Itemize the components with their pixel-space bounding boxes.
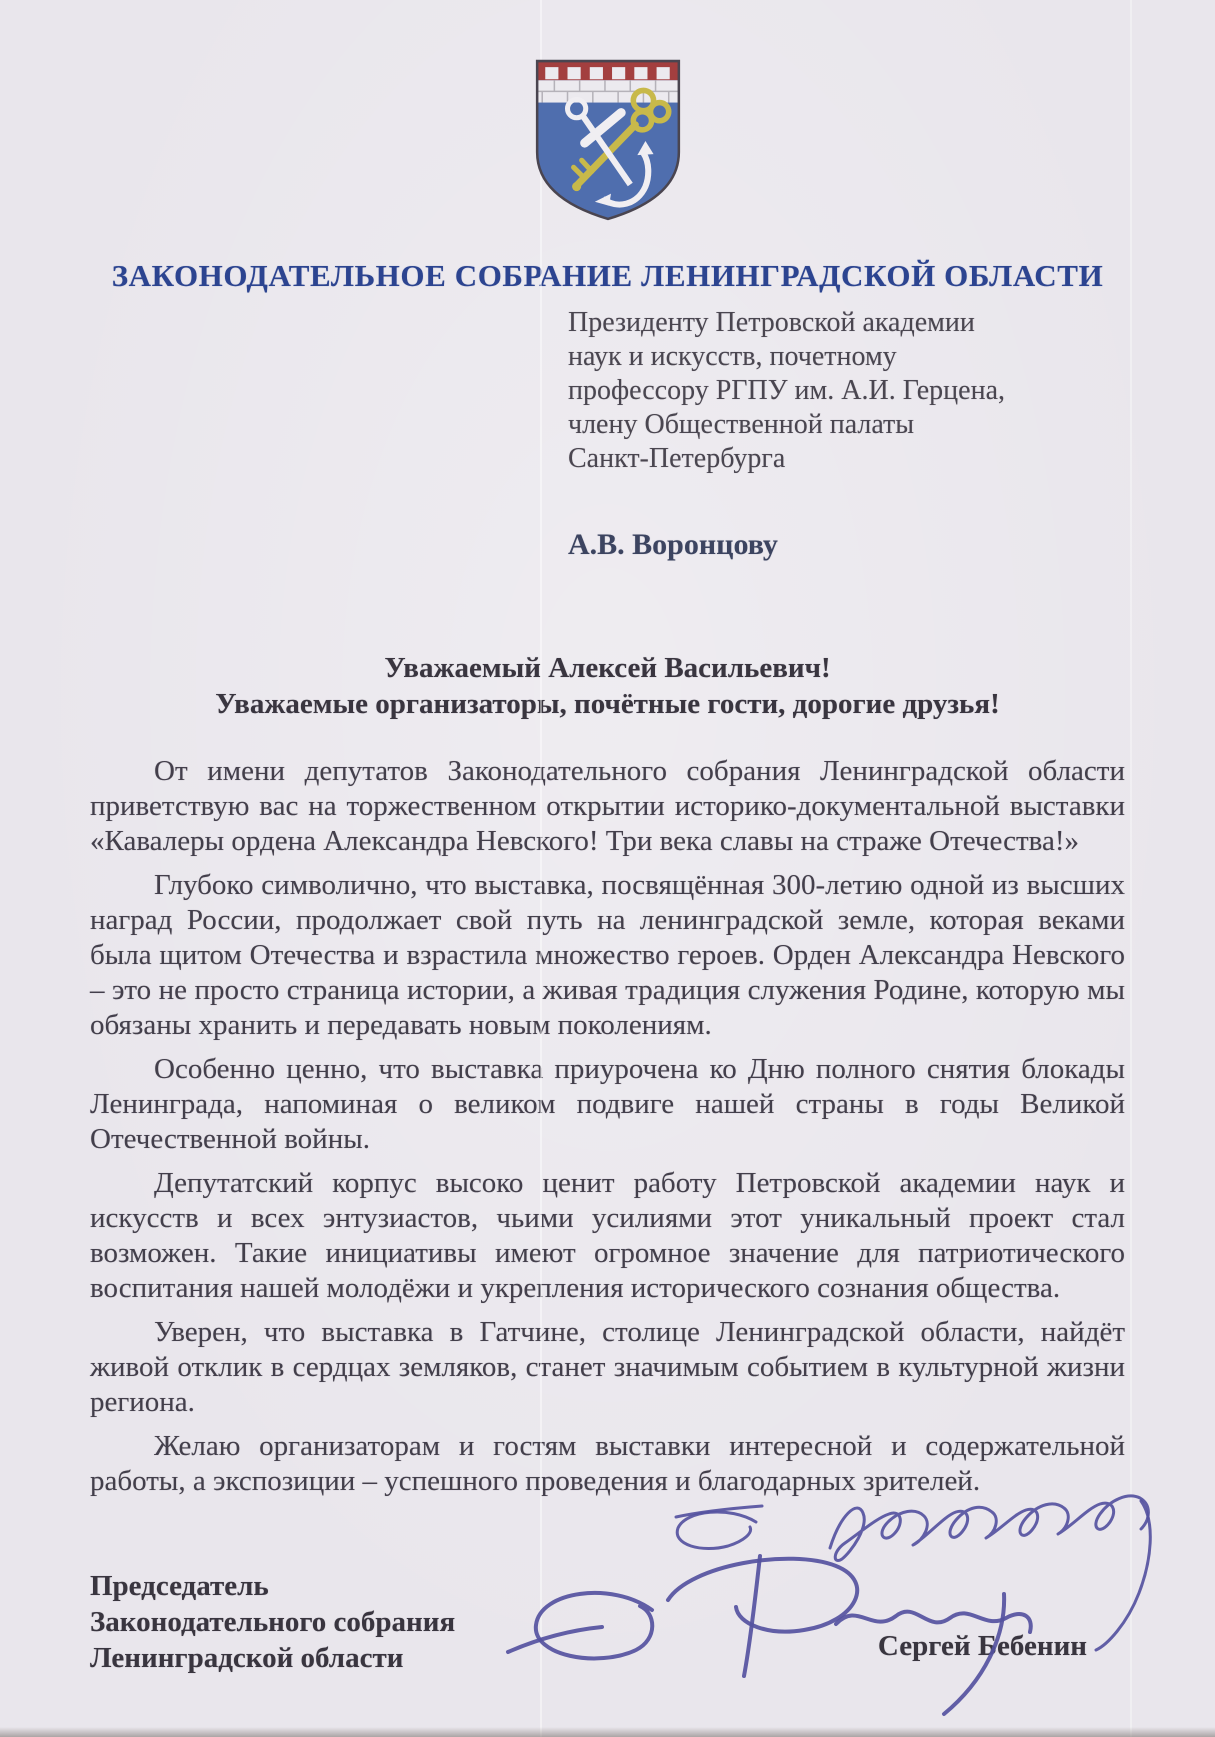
recipient-line: профессору РГПУ им. А.И. Герцена, <box>568 375 1005 406</box>
salutation-line: Уважаемые организаторы, почётные гости, дорогие друзья! <box>215 688 1000 720</box>
paragraph: Уверен, что выставка в Гатчине, столице Ленинградской области, найдёт живой отклик в сердцах земляков, станет значимым событием в культурной жизни региона. <box>90 1316 1125 1418</box>
paragraph: От имени депутатов Законодательного собрания Ленинградской области приветствую вас на торжественном открытии историко-документальной выставки «Кавалеры ордена Александра Невского! Три века славы на страже Отечества!» <box>90 755 1125 857</box>
signer-position-block <box>90 1568 455 1676</box>
letter-body <box>90 754 1125 1499</box>
recipient-line: Санкт-Петербурга <box>568 443 786 474</box>
recipient-line: Президенту Петровской академии <box>568 307 975 338</box>
recipient-line: наук и искусств, почетному <box>568 341 897 372</box>
salutation-block <box>0 650 1215 722</box>
paragraph: Желаю организаторам и гостям выставки интересной и содержательной работы, а экспозиции – успешного проведения и благодарных зрителей. <box>90 1430 1125 1497</box>
org-title: ЗАКОНОДАТЕЛЬНОЕ СОБРАНИЕ ЛЕНИНГРАДСКОЙ ОБЛАСТИ <box>111 258 1104 293</box>
leningrad-oblast-coat-of-arms-icon <box>532 56 684 224</box>
scan-artifact-line <box>540 0 542 1737</box>
recipient-line: члену Общественной палаты <box>568 409 915 440</box>
scan-edge-shadow <box>0 1727 1215 1737</box>
recipient-block <box>568 306 1088 476</box>
signer-name: Сергей Бебенин <box>877 1630 1087 1662</box>
addressee-name: А.В. Воронцову <box>568 528 778 561</box>
scan-artifact-line <box>1130 0 1132 1737</box>
signer-position-line: Председатель <box>90 1570 269 1602</box>
salutation-line: Уважаемый Алексей Васильевич! <box>384 652 831 684</box>
signer-position-line: Ленинградской области <box>90 1642 404 1674</box>
paragraph: Особенно ценно, что выставка приурочена ко Дню полного снятия блокады Ленинграда, напоминая о великом подвиге нашей страны в годы Великой Отечественной войны. <box>90 1053 1125 1155</box>
signer-position-line: Законодательного собрания <box>90 1606 456 1638</box>
paragraph: Депутатский корпус высоко ценит работу Петровской академии наук и искусств и всех энтузиастов, чьими усилиями этот уникальный проект стал возможен. Такие инициативы имеют огромное значение для патриотического воспитания нашей молодёжи и укрепления исторического сознания общества. <box>90 1167 1125 1304</box>
handwritten-closing <box>676 1496 1150 1650</box>
paragraph: Глубоко символично, что выставка, посвящённая 300-летию одной из высших наград России, продолжает свой путь на ленинградской земле, которая веками была щитом Отечества и взрастила множество героев. Орден Александра Невского – это не просто страница истории, а живая традиция служения Родине, которую мы обязаны хранить и передавать новым поколениям. <box>90 869 1125 1041</box>
